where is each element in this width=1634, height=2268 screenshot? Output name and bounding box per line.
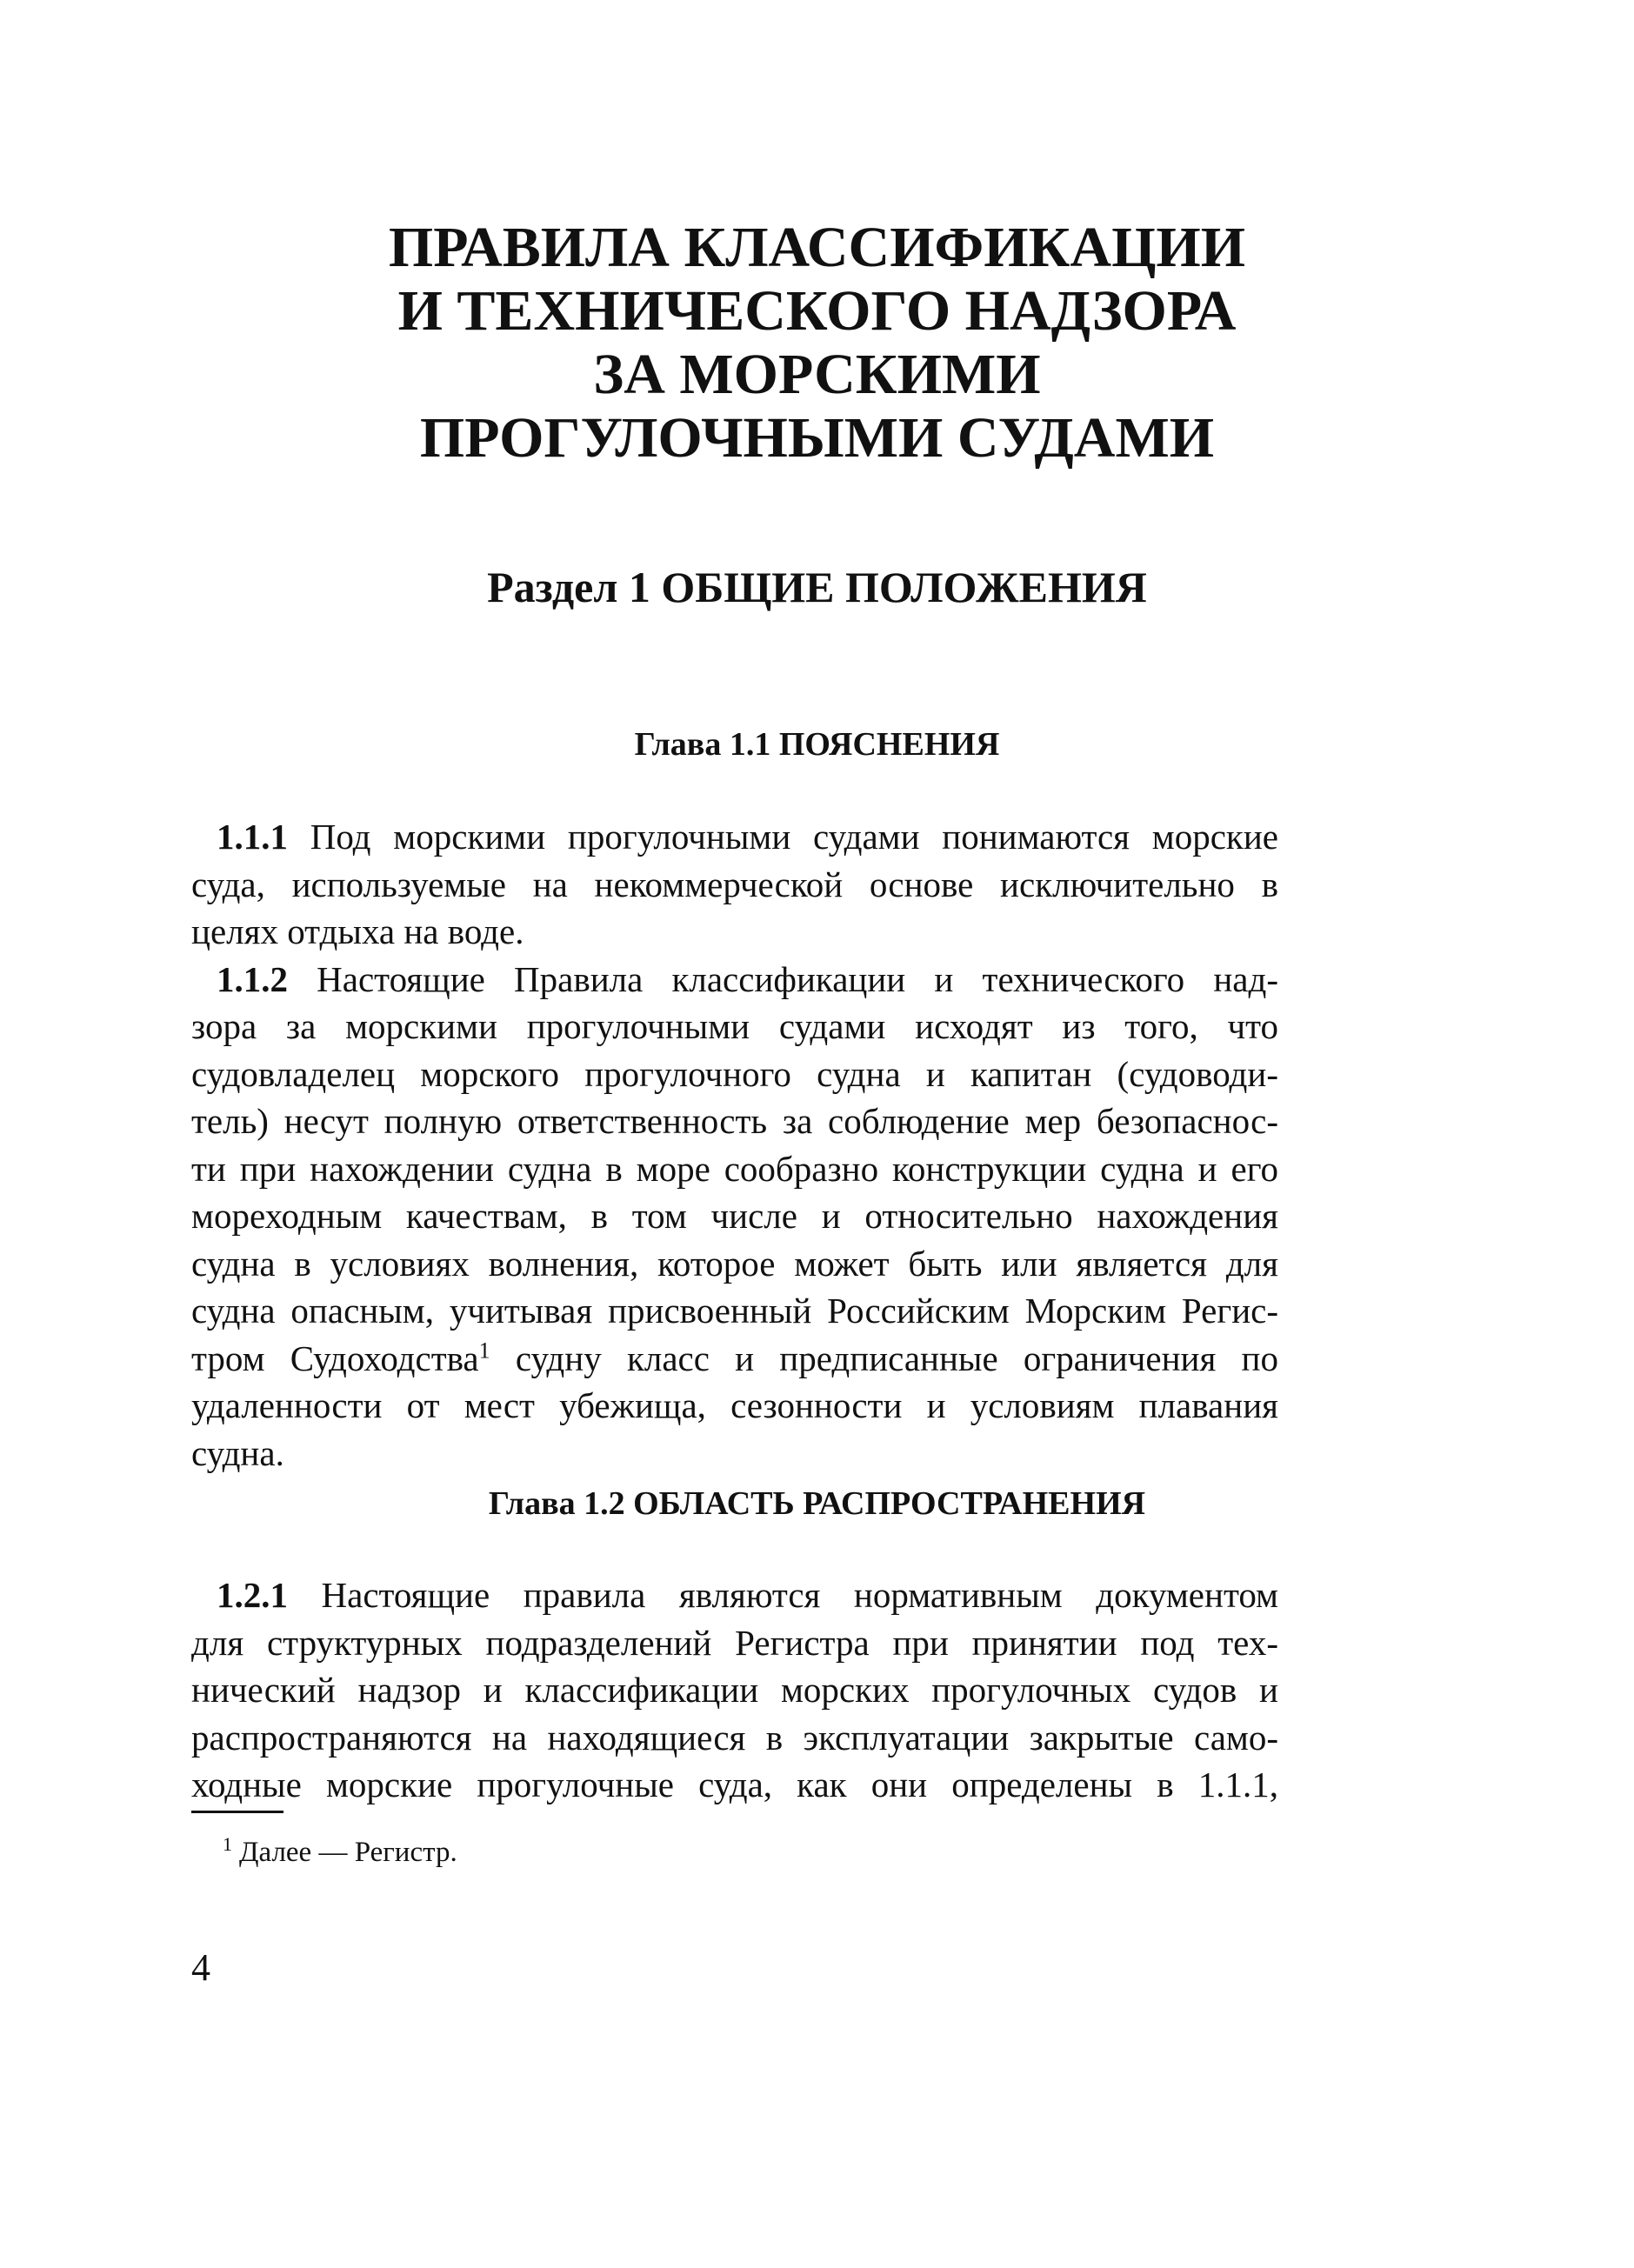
text-line: мореходным качествам, в том числе и относительно нахождения — [191, 1196, 1278, 1236]
chapter-body — [191, 813, 1278, 1477]
text-line — [191, 1335, 1278, 1383]
clause-paragraph — [191, 1571, 1278, 1809]
text-line: судна. — [191, 1432, 284, 1473]
clause-paragraph — [191, 813, 1278, 956]
text-line — [191, 813, 1278, 861]
text-line: удаленности от мест убежища, сезонности и условиям плавания — [191, 1385, 1278, 1425]
text-line: зора за морскими прогулочными судами исходят из того, что — [191, 1006, 1278, 1046]
text-line: судна в условиях волнения, которое может быть или является для — [191, 1243, 1278, 1284]
clause-number: 1.1.2 — [217, 958, 288, 999]
clause-number: 1.1.1 — [217, 817, 288, 857]
footnote — [223, 1835, 457, 1870]
text-line-content: Настоящие правила являются нормативным документом — [288, 1575, 1278, 1615]
footnote-text: Далее — Регистр. — [239, 1837, 457, 1868]
text-line: целях отдыха на воде. — [191, 911, 524, 951]
text-line: нический надзор и классификации морских прогулочных судов и — [191, 1670, 1278, 1710]
text-line-content: Настоящие Правила классификации и технического над- — [288, 958, 1278, 999]
text-line — [191, 1571, 1278, 1619]
text-line — [191, 956, 1278, 1004]
chapter-heading: Глава 1.1 ПОЯСНЕНИЯ — [634, 726, 1000, 763]
text-line-content: Под морскими прогулочными судами понимаются морские — [288, 817, 1278, 857]
clause-number: 1.2.1 — [217, 1575, 288, 1615]
footnote-separator — [191, 1811, 283, 1813]
text-line: для структурных подразделений Регистра при принятии под тех- — [191, 1622, 1278, 1663]
footnote-mark: 1 — [223, 1833, 232, 1855]
text-line: судовладелец морского прогулочного судна и капитан (судоводи- — [191, 1053, 1278, 1094]
text-line: судна опасным, учитывая присвоенный Российским Морским Регис- — [191, 1291, 1278, 1331]
page-title — [0, 216, 1634, 470]
text-line: ти при нахождении судна в море сообразно конструкции судна и его — [191, 1148, 1278, 1189]
chapter-heading: Глава 1.2 ОБЛАСТЬ РАСПРОСТРАНЕНИЯ — [488, 1485, 1146, 1522]
page-title-line: ПРАВИЛА КЛАССИФИКАЦИИ — [388, 216, 1246, 279]
page-number: 4 — [191, 1946, 210, 1989]
text-line: тель) несут полную ответственность за соблюдение мер безопаснос- — [191, 1101, 1278, 1141]
text-line-content: судну класс и предписанные ограничения по — [490, 1337, 1278, 1378]
clause-paragraph — [191, 956, 1278, 1478]
footnote-reference[interactable]: 1 — [478, 1337, 490, 1363]
page-title-line: ПРОГУЛОЧНЫМИ СУДАМИ — [419, 406, 1215, 470]
text-line-content: тром Судоходства — [191, 1337, 479, 1378]
section-heading: Раздел 1 ОБЩИЕ ПОЛОЖЕНИЯ — [487, 563, 1147, 611]
text-line: ходные морские прогулочные суда, как они определены в 1.1.1, — [191, 1764, 1278, 1804]
page-title-line: ЗА МОРСКИМИ — [593, 343, 1041, 406]
chapter-body — [191, 1571, 1278, 1809]
page-title-line: И ТЕХНИЧЕСКОГО НАДЗОРА — [397, 279, 1237, 343]
text-line: суда, используемые на некоммерческой основе исключительно в — [191, 864, 1278, 904]
text-line: распространяются на находящиеся в эксплуатации закрытые само- — [191, 1717, 1278, 1758]
